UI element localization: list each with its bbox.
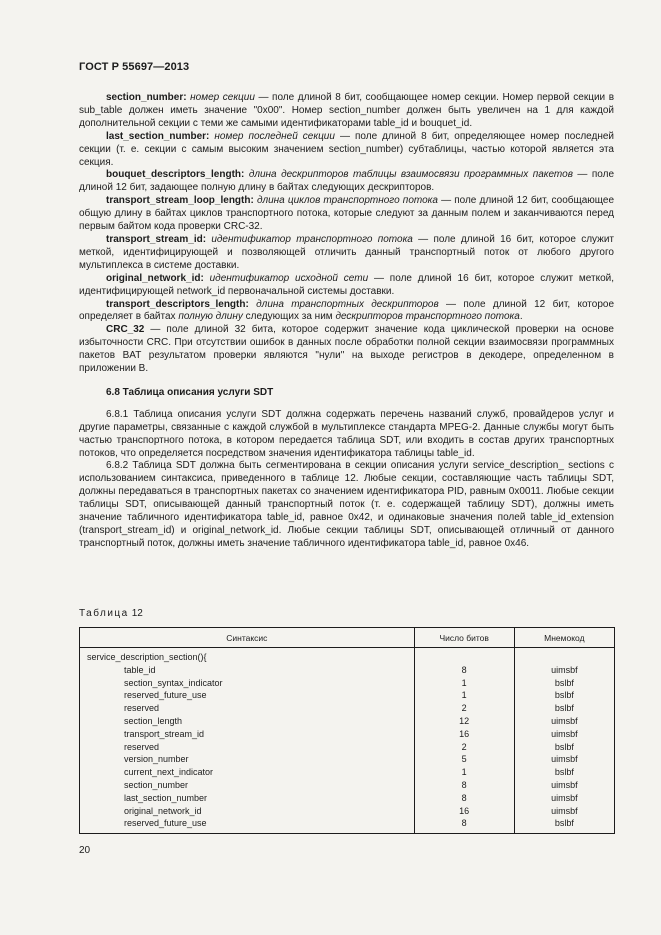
document-body: [79, 92, 614, 551]
cell-mnemonic: uimsbf: [514, 792, 614, 805]
table-caption-word: Таблица: [79, 608, 129, 619]
field-term: section_number:: [106, 92, 187, 103]
definition-paragraph: [79, 169, 614, 195]
cell-syntax: reserved: [80, 702, 415, 715]
cell-bits: 16: [414, 728, 514, 741]
cell-syntax: current_next_indicator: [80, 766, 415, 779]
field-description: следующих за ним: [242, 311, 336, 323]
cell-mnemonic: bslbf: [514, 766, 614, 779]
table-row: [80, 702, 615, 715]
field-emphasis: полную длину: [178, 311, 243, 323]
definition-paragraph: [79, 299, 614, 325]
cell-mnemonic: uimsbf: [514, 728, 614, 741]
field-term: last_section_number:: [106, 130, 210, 142]
cell-mnemonic: bslbf: [514, 689, 614, 702]
definition-paragraph: [79, 234, 614, 273]
cell-mnemonic: bslbf: [514, 741, 614, 754]
cell-syntax: section_number: [80, 779, 415, 792]
table-row: [80, 677, 615, 690]
field-term: original_network_id:: [106, 272, 204, 284]
field-description: — поле длиной 8 бит, сообщающее номер секции. Номер первой секции в sub_table должен иметь значение "0x00". Номер section_number должен быть увеличен на 1 для каждой дополнительной секции с теми же самыми идентификаторами table_id и bouquet_id.: [79, 92, 615, 129]
table-row: [80, 817, 615, 833]
field-meaning: идентификатор транспортного потока: [211, 233, 413, 245]
section-paragraph: 6.8.2 Таблица SDT должна быть сегментирована в секции описания услуги service_description_ sections с использованием синтаксиса, приведенного в таблице 12. Любые секции, составляющие часть таблицы SDT, должны передаваться в транспортных пакетах со значением идентификатора PID, равным 0x0011. Любые секции таблицы SDT, описывающей данный транспортный поток (т. е. содержащей таблицу SDT), должны иметь значение табличного идентификатора table_id, равное 0x42, и одинаковые значения полей table_id_extension (transport_stream_id) и original_network_id. Любые секции таблицы SDT, описывающей отличный от данного транспортный поток, должны иметь значение табличного идентификатора table_id, равное 0x46.: [79, 460, 614, 549]
field-description: — поле длиной 16 бит, которое служит меткой, идентифицирующей network_id первоначальной системы доставки.: [79, 272, 614, 297]
cell-bits: 16: [414, 805, 514, 818]
table-row: [80, 689, 615, 702]
header-syntax: Синтаксис: [80, 628, 415, 648]
table-body: [80, 648, 615, 834]
cell-bits: 2: [414, 741, 514, 754]
cell-bits: 2: [414, 702, 514, 715]
cell-mnemonic: uimsbf: [514, 805, 614, 818]
field-emphasis: дескрипторов транспортного потока: [335, 311, 520, 323]
field-description: — поле длиной 12 бит, которое определяет в байтах: [79, 298, 614, 323]
cell-mnemonic: uimsbf: [514, 779, 614, 792]
standard-designation: ГОСТ Р 55697—2013: [79, 61, 190, 73]
cell-bits: 8: [414, 664, 514, 677]
field-description: — поле длиной 8 бит, определяющее номер последней секции (т. е. секции с самым высоким значением section_number) субтаблицы, частью которой является эта секция.: [79, 130, 615, 168]
cell-syntax: section_length: [80, 715, 415, 728]
cell-syntax: version_number: [80, 753, 415, 766]
cell-bits: 5: [414, 753, 514, 766]
cell-mnemonic: uimsbf: [514, 664, 614, 677]
cell-bits: 8: [414, 817, 514, 833]
cell-bits: 8: [414, 779, 514, 792]
cell-syntax: reserved_future_use: [80, 817, 415, 833]
table-row: [80, 753, 615, 766]
cell-bits: 1: [414, 689, 514, 702]
cell-bits: 8: [414, 792, 514, 805]
cell-syntax: original_network_id: [80, 805, 415, 818]
cell-syntax: transport_stream_id: [80, 728, 415, 741]
cell-syntax: reserved: [80, 741, 415, 754]
cell-mnemonic: bslbf: [514, 702, 614, 715]
cell-bits: [414, 648, 514, 664]
definition-paragraph: [79, 195, 614, 234]
definition-paragraph: [79, 131, 614, 170]
cell-bits: 1: [414, 766, 514, 779]
cell-bits: 12: [414, 715, 514, 728]
field-term: transport_descriptors_length:: [106, 298, 249, 310]
section-heading: 6.8 Таблица описания услуги SDT: [106, 386, 274, 398]
cell-syntax: section_syntax_indicator: [80, 677, 415, 690]
cell-mnemonic: bslbf: [514, 817, 614, 833]
cell-mnemonic: uimsbf: [514, 753, 614, 766]
field-meaning: длина дескрипторов таблицы взаимосвязи программных пакетов: [248, 169, 573, 181]
cell-syntax: reserved_future_use: [80, 689, 415, 702]
table-caption: [79, 608, 143, 619]
field-description: — поле длиной 12 бит, задающее полную длину в байтах следующих дескрипторов.: [79, 169, 615, 194]
field-description: — поле длиной 16 бит, которое служит меткой, идентифицирующей и позволяющей отличить данный транспортный поток от любого другого мультиплекса в системе доставки.: [79, 233, 615, 271]
field-meaning: номер последней секции: [214, 130, 335, 142]
table-row: [80, 664, 615, 677]
field-term: bouquet_descriptors_length:: [106, 169, 245, 181]
table-caption-number: 12: [131, 608, 143, 619]
field-description: — поле длиной 32 бита, которое содержит значение кода циклической проверки на основе избыточности CRC. При отсутствии ошибок в данных после обработки полной секции взаимосвязи программных пакетов BAT результатом проверки являются "нули" на выходе регистров в декодере, определенном в приложении B.: [79, 324, 614, 375]
cell-mnemonic: [514, 648, 614, 664]
definition-paragraph: [79, 92, 614, 131]
cell-syntax: last_section_number: [80, 792, 415, 805]
field-description: .: [519, 311, 523, 323]
field-meaning: длина циклов транспортного потока: [256, 195, 438, 207]
page-number: 20: [79, 845, 91, 856]
syntax-table: [79, 627, 615, 834]
table-row: [80, 741, 615, 754]
cell-bits: 1: [414, 677, 514, 690]
cell-syntax: table_id: [80, 664, 415, 677]
header-mnemonic: Мнемокод: [514, 628, 614, 648]
table-row: [80, 766, 615, 779]
cell-mnemonic: uimsbf: [514, 715, 614, 728]
table-row: [80, 805, 615, 818]
table-row: [80, 728, 615, 741]
table-row: [80, 715, 615, 728]
table-row: [80, 792, 615, 805]
field-meaning: длина транспортных дескрипторов: [256, 298, 439, 310]
field-description: — поле длиной 12 бит, сообщающее общую длину в байтах циклов транспортного потока, которые следуют за данным полем и заканчиваются перед первым байтом кода проверки CRC-32.: [79, 195, 615, 233]
field-meaning: номер секции: [190, 92, 255, 103]
table-header-row: [80, 628, 615, 648]
table-row: [80, 648, 615, 664]
field-term: transport_stream_id:: [106, 233, 207, 245]
field-term: CRC_32: [106, 324, 145, 336]
cell-mnemonic: bslbf: [514, 677, 614, 690]
definition-paragraph: [79, 324, 614, 376]
field-meaning: идентификатор исходной сети: [209, 272, 369, 284]
definition-paragraph: [79, 273, 614, 299]
field-term: transport_stream_loop_length:: [106, 195, 254, 207]
table-row: [80, 779, 615, 792]
section-paragraph: 6.8.1 Таблица описания услуги SDT должна содержать перечень названий служб, провайдеров услуг и другие параметры, связанные с каждой службой в мультиплексе стандарта MPEG-2. Данные службы могут быть частью транспортного потока, в котором передается таблица SDT, или входить в состав других транспортных потоков, что определяется посредством значения идентификатора таблицы table_id.: [79, 408, 614, 459]
cell-syntax: service_description_section(){: [80, 648, 415, 664]
header-bits: Число битов: [414, 628, 514, 648]
